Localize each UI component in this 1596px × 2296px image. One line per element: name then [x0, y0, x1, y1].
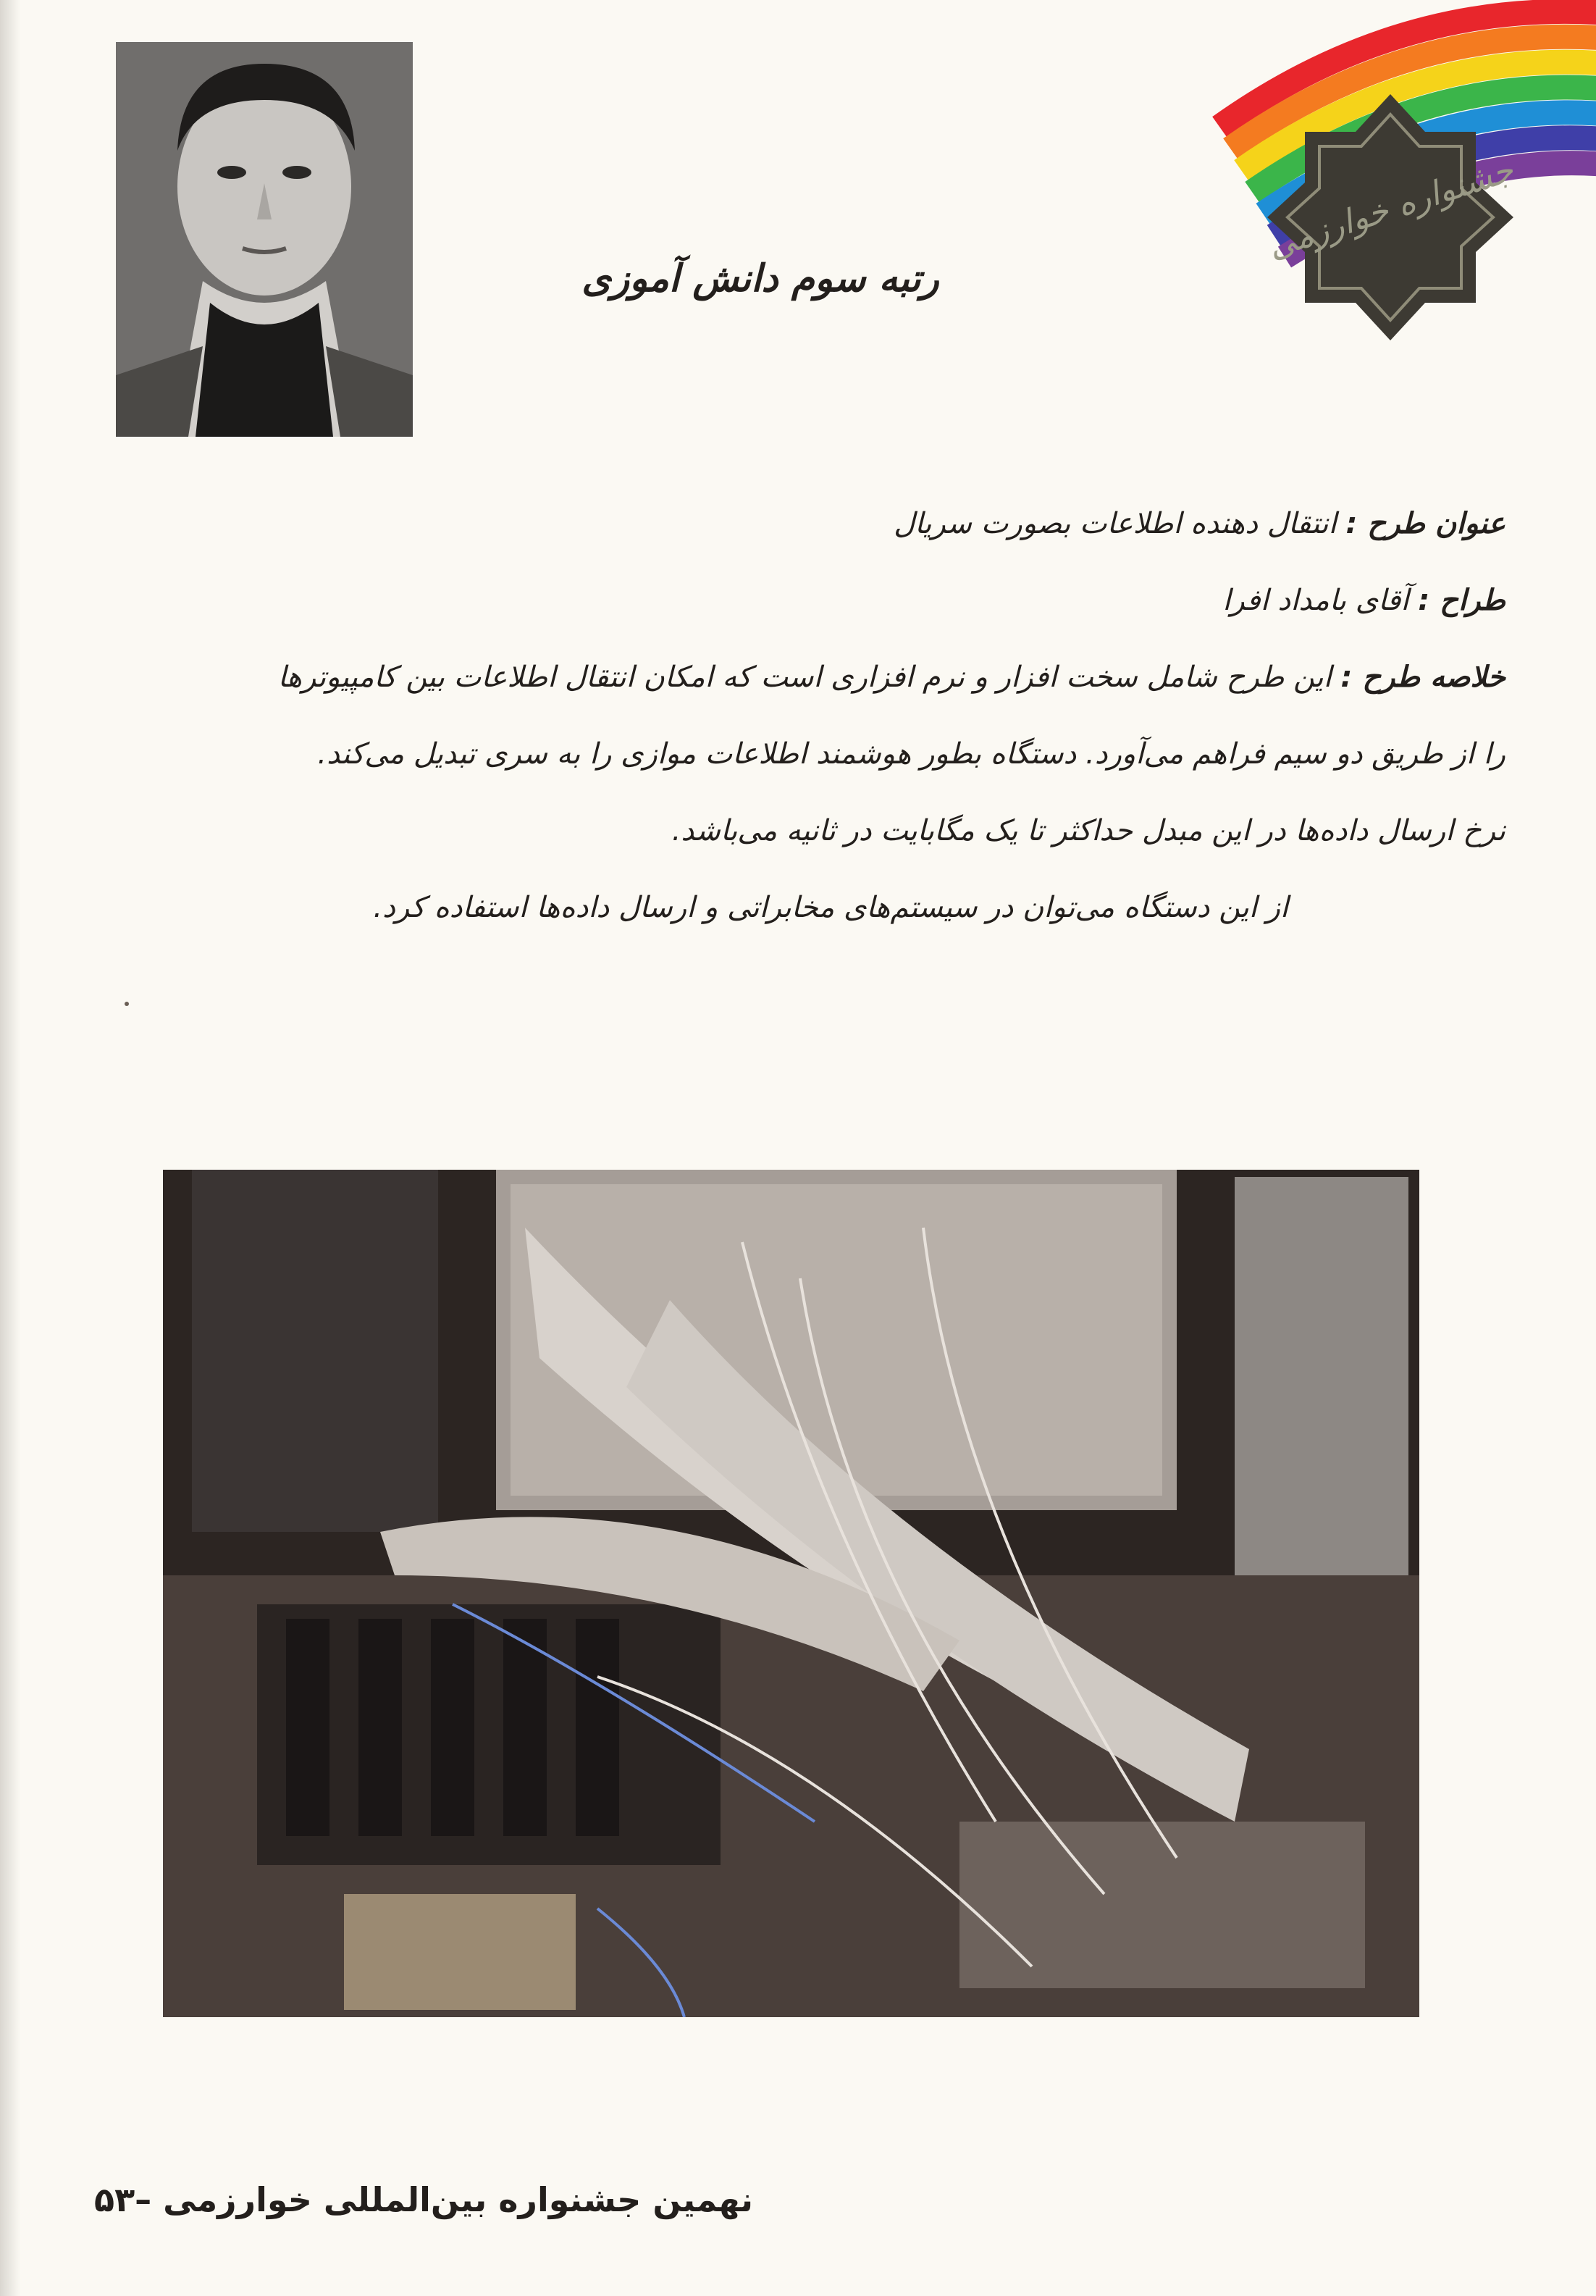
designer-portrait-photo — [116, 42, 413, 437]
festival-name: نهمین جشنواره بین‌المللی خوارزمی — [163, 2180, 753, 2219]
page-number: –۵۳ — [94, 2180, 152, 2219]
page-edge-shadow — [0, 0, 20, 2296]
summary-line-2: را از طریق دو سیم فراهم می‌آورد. دستگاه بطور هوشمند اطلاعات موازی را به سری تبدیل می‌کند. — [317, 737, 1505, 771]
designer-label: طراح : — [1418, 584, 1505, 617]
project-description — [123, 485, 1505, 946]
designer-value: آقای بامداد افرا — [1222, 584, 1409, 617]
summary-line-4: از این دستگاه می‌توان در سیستم‌های مخابراتی و ارسال داده‌ها استفاده کرد. — [373, 891, 1288, 924]
rank-title: رتبه سوم دانش آموزی — [581, 257, 939, 301]
project-title-label: عنوان طرح : — [1345, 507, 1505, 540]
summary-label: خلاصه طرح : — [1340, 661, 1505, 694]
speck — [125, 1002, 129, 1006]
designer-line — [123, 562, 1505, 639]
device-photograph — [163, 1170, 1419, 2017]
summary-text-1: این طرح شامل سخت افزار و نرم افزاری است که امکان انتقال اطلاعات بین کامپیوترها — [277, 661, 1332, 694]
summary-line-1 — [123, 639, 1505, 716]
emblem-lettering: جشنواره خوارزمی — [1262, 149, 1519, 267]
project-title-line — [123, 485, 1505, 562]
footer — [94, 2180, 818, 2219]
summary-line-3: نرخ ارسال داده‌ها در این مبدل حداکثر تا یک مگابایت در ثانیه می‌باشد. — [671, 814, 1505, 847]
project-title-value: انتقال دهنده اطلاعات بصورت سریال — [894, 507, 1337, 540]
festival-emblem-logo — [1260, 87, 1521, 348]
